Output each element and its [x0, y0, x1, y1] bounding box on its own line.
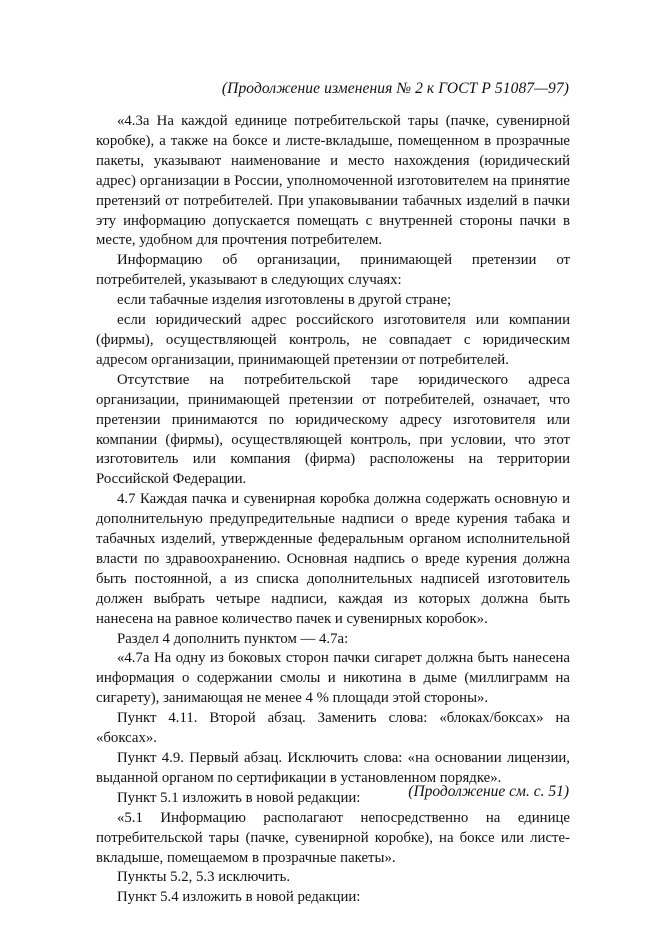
paragraph: «4.3а На каждой единице потребительской тары (пачке, сувенирной коробке), а также на боксе и листе-вкладыше, помещенном в прозрачные пакеты, указывают наименование и место нахождения (юридический адрес) организации в России, уполномоченной изготовителем на принятие претензий от потребителей. При упаковывании табачных изделий в пачки эту информацию допускается помещать с внутренней стороны пачки в месте, удобном для прочтения потребителем.: [96, 113, 570, 249]
paragraph: Информацию об организации, принимающей претензии от потребителей, указывают в следующих случаях:: [96, 252, 570, 289]
paragraph: «5.1 Информацию располагают непосредственно на единице потребительской тары (пачке, сувенирной коробке), на боксе или листе-вкладыше, помещаемом в прозрачные пакеты».: [96, 809, 570, 866]
paragraph: Пункт 5.1 изложить в новой редакции:: [117, 789, 361, 806]
paragraph: Пункт 5.4 изложить в новой редакции:: [117, 889, 361, 906]
paragraph: если табачные изделия изготовлены в другой стране;: [117, 292, 452, 309]
continuation-footer: (Продолжение см. с. 51): [408, 783, 569, 800]
continuation-header: (Продолжение изменения № 2 к ГОСТ Р 51087—97): [221, 80, 569, 97]
paragraph: если юридический адрес российского изготовителя или компании (фирмы), осуществляющей контроль, не совпадает с юридическим адресом организации, принимающей претензии от потребителей.: [96, 312, 570, 368]
paragraph: Пункт 4.9. Первый абзац. Исключить слова: «на основании лицензии, выданной органом по сертификации в установленном порядке».: [96, 750, 570, 786]
paragraph: «4.7а На одну из боковых сторон пачки сигарет должна быть нанесена информация о содержании смолы и никотина в дыме (миллиграмм на сигарету), занимающая не менее 4 % площади этой стороны».: [96, 650, 570, 707]
paragraph: Раздел 4 дополнить пунктом — 4.7а:: [117, 630, 349, 647]
paragraph: Отсутствие на потребительской таре юридического адреса организации, принимающей претензии от потребителей, означает, что претензии принимаются по юридическому адресу изготовителя или компании (фирмы), осуществляющей контроль, при условии, что этот изготовитель или компания (фирма) расположены на территории Российской Федерации.: [96, 371, 570, 488]
paragraph: Пункты 5.2, 5.3 исключить.: [117, 869, 291, 886]
paragraph: 4.7 Каждая пачка и сувенирная коробка должна содержать основную и дополнительную предупредительные надписи о вреде курения табака и табачных изделий, утвержденные федеральным органом исполнительной власти по здравоохранению. Основная надпись о вреде курения должна быть постоянной, а из списка дополнительных надписей изготовитель должен выбрать четыре надписи, каждая из которых должна быть нанесена на равное количество пачек и сувенирных коробок».: [96, 491, 570, 627]
paragraph: Пункт 4.11. Второй абзац. Заменить слова: «блоках/боксах» на «боксах».: [96, 710, 570, 747]
